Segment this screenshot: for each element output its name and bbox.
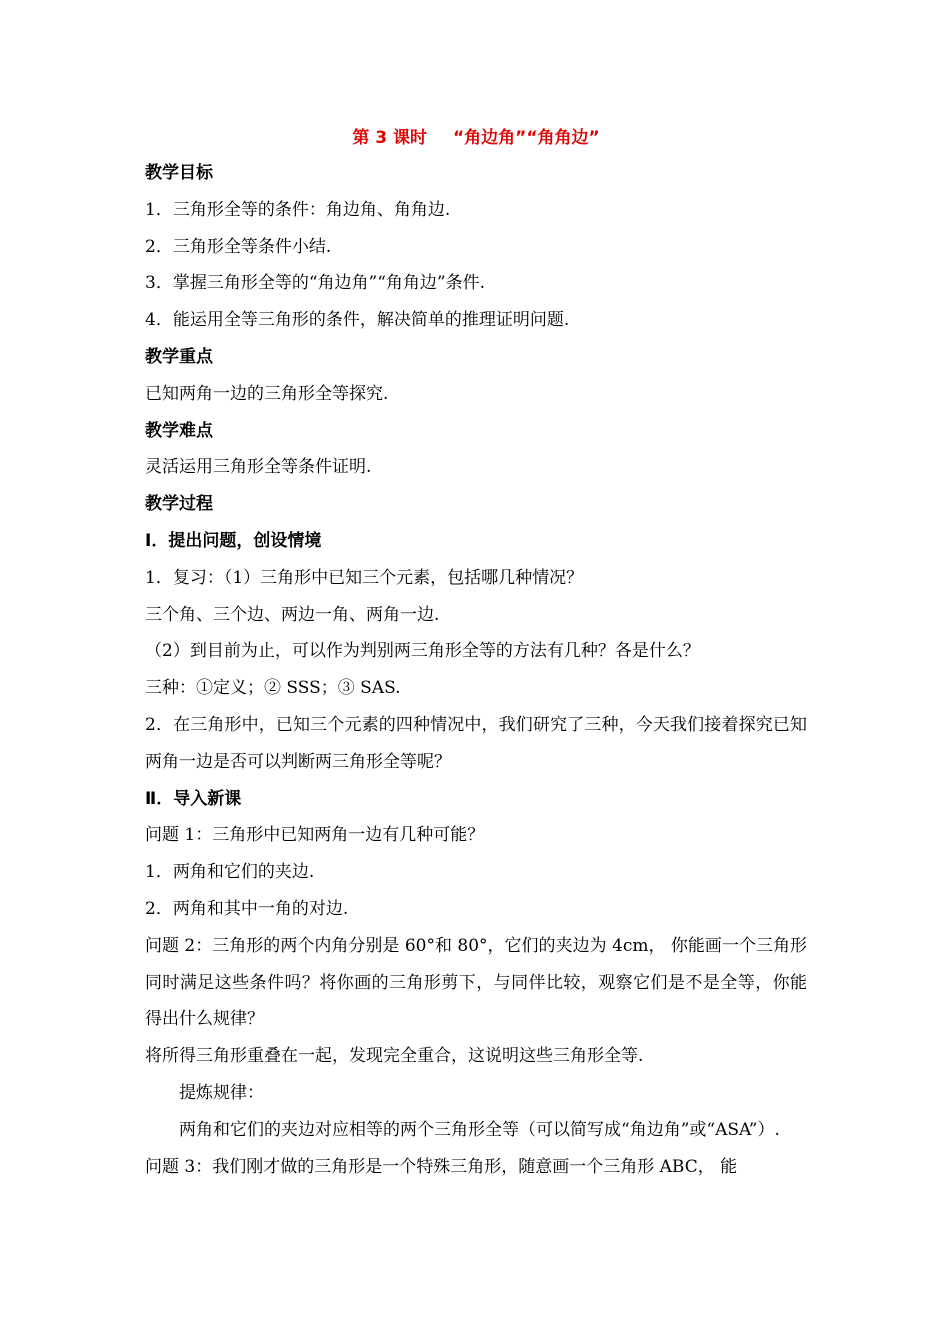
paragraph: 2．三角形全等条件小结. (145, 236, 332, 257)
paragraph: 2．两角和其中一角的对边. (145, 898, 349, 919)
paragraph: 1．两角和它们的夹边. (145, 862, 315, 883)
document-title (145, 121, 807, 155)
section-heading: 教学重点 (145, 346, 213, 367)
paragraph: 2．在三角形中，已知三个元素的四种情况中，我们研究了三种，今天我们接着探究已知两角一边是否可以判断两三角形全等呢？ (145, 714, 807, 772)
title-lesson-number: 第 3 课时 (352, 128, 427, 148)
paragraph: 将所得三角形重叠在一起，发现完全重合，这说明这些三角形全等. (145, 1046, 644, 1067)
section-heading: Ⅱ．导入新课 (145, 788, 242, 809)
paragraph: 已知两角一边的三角形全等探究. (145, 383, 389, 404)
paragraph: 提炼规律： (179, 1082, 264, 1103)
paragraph: 1．三角形全等的条件：角边角、角角边. (145, 199, 451, 220)
paragraph: 灵活运用三角形全等条件证明. (145, 457, 372, 478)
paragraph: 三个角、三个边、两边一角、两角一边. (145, 604, 440, 625)
section-heading: 教学难点 (145, 420, 213, 441)
paragraph: （2）到目前为止，可以作为判别两三角形全等的方法有几种？各是什么？ (145, 641, 700, 662)
paragraph: 1．复习：（1）三角形中已知三个元素，包括哪几种情况？ (145, 567, 584, 588)
paragraph: 问题 1：三角形中已知两角一边有几种可能？ (145, 825, 485, 846)
section-heading: 教学过程 (145, 494, 213, 515)
paragraph: 两角和它们的夹边对应相等的两个三角形全等（可以简写成“角边角”或“ASA”）. (179, 1119, 780, 1140)
paragraph: 三种：①定义；② SSS；③ SAS. (145, 678, 401, 699)
document-page (145, 121, 807, 1185)
section-heading: Ⅰ．提出问题，创设情境 (145, 530, 322, 551)
paragraph: 问题 2：三角形的两个内角分别是 60°和 80°，它们的夹边为 4cm， 你能画一个三角形同时满足这些条件吗？将你画的三角形剪下，与同伴比较，观察它们是不是全等，你能得出什么规律？ (145, 935, 807, 1030)
paragraph: 问题 3：我们刚才做的三角形是一个特殊三角形，随意画一个三角形 ABC， 能 (145, 1156, 738, 1177)
section-heading: 教学目标 (145, 163, 213, 183)
title-topic: “角边角”“角角边” (452, 128, 600, 148)
paragraph: 4．能运用全等三角形的条件，解决简单的推理证明问题. (145, 310, 570, 331)
paragraph: 3．掌握三角形全等的“角边角”“角角边”条件. (145, 273, 485, 294)
document-body (145, 155, 807, 1185)
